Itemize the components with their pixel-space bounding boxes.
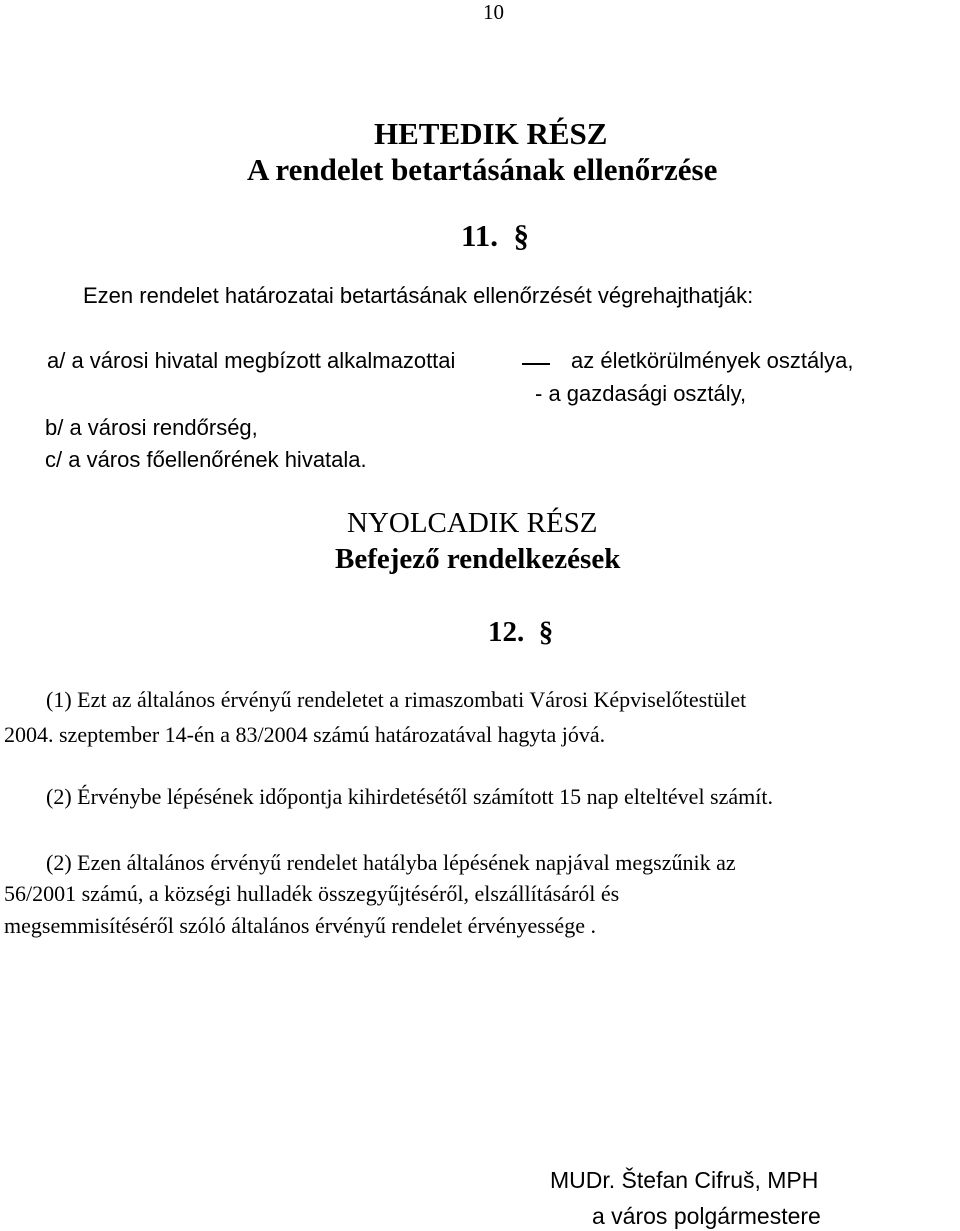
part-7-heading: HETEDIK RÉSZ	[374, 116, 608, 151]
list-item-b: b/ a városi rendőrség,	[45, 415, 258, 440]
list-item-c: c/ a város főellenőrének hivatala.	[45, 447, 367, 472]
paragraph-3-line-3: megsemmisítéséről szóló általános érvényű rendelet érvényessége .	[4, 913, 596, 938]
list-item-a: a/ a városi hivatal megbízott alkalmazottai	[47, 348, 456, 373]
page-number: 10	[483, 0, 504, 24]
section-11-heading: 11. §	[461, 218, 530, 253]
section-12-heading: 12. §	[488, 616, 554, 648]
intro-paragraph: Ezen rendelet határozatai betartásának ellenőrzését végrehajthatják:	[83, 283, 754, 308]
department-economic: - a gazdasági osztály,	[535, 381, 747, 406]
signatory-title: a város polgármestere	[592, 1203, 821, 1229]
paragraph-1-line-2: 2004. szeptember 14-én a 83/2004 számú határozatával hagyta jóvá.	[4, 722, 606, 747]
part-7-subheading: A rendelet betartásának ellenőrzése	[247, 152, 718, 187]
part-8-subheading: Befejező rendelkezések	[335, 543, 621, 575]
em-dash	[522, 363, 550, 365]
paragraph-3-line-1: (2) Ezen általános érvényű rendelet hatályba lépésének napjával megszűnik az	[46, 850, 736, 875]
paragraph-3-line-2: 56/2001 számú, a községi hulladék összegyűjtéséről, elszállításáról és	[4, 881, 620, 906]
department-living-conditions: az életkörülmények osztálya,	[571, 348, 854, 373]
paragraph-2: (2) Érvénybe lépésének időpontja kihirdetésétől számított 15 nap elteltével számít.	[46, 784, 773, 809]
signatory-name: MUDr. Štefan Cifruš, MPH	[550, 1167, 819, 1193]
paragraph-1-line-1: (1) Ezt az általános érvényű rendeletet a rimaszombati Városi Képviselőtestület	[46, 687, 747, 712]
part-8-heading: NYOLCADIK RÉSZ	[347, 507, 598, 539]
